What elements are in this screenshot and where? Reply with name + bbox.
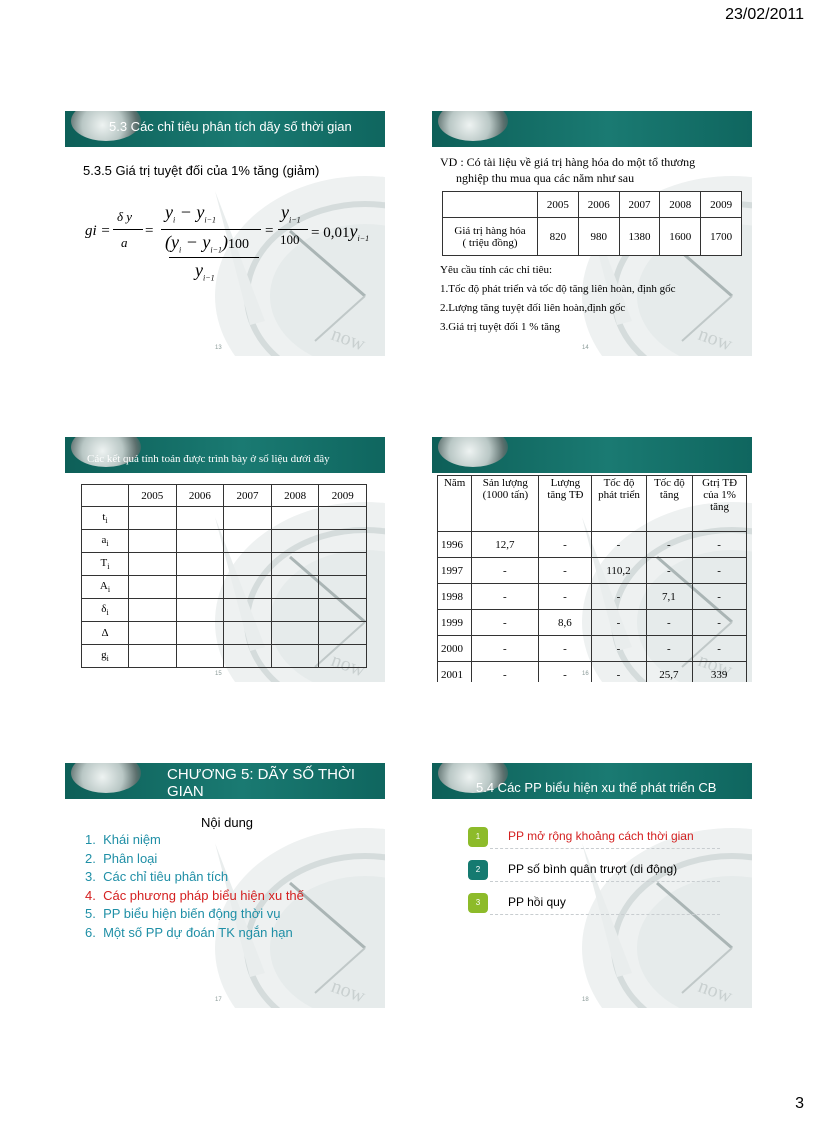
table-row <box>438 610 747 636</box>
formula: gi = δ y a = $y_i - y_{i-1}$ $(y_i - y_{i-1})100$ $y_{i-1}$ = $y_{i-1}$ 100 = $0,01y_{i-1}$ <box>85 202 370 283</box>
slide-subtitle: 5.3.5 Giá trị tuyệt đối của 1% tăng (giảm) <box>83 163 320 178</box>
value-cell: - <box>472 584 539 610</box>
formula-frac1-den: a <box>121 235 128 250</box>
list-item[interactable]: 1. Khái niệm <box>85 832 161 847</box>
value-cell: - <box>472 558 539 584</box>
value-cell: - <box>592 662 646 683</box>
intro-line-2: nghiệp thu mua qua các năm như sau <box>456 171 635 185</box>
chapter-contents-list <box>85 831 304 942</box>
year-header: 2006 <box>176 485 224 507</box>
empty-cell <box>271 553 319 576</box>
table-row <box>82 507 367 530</box>
empty-cell <box>176 553 224 576</box>
document-date: 23/02/2011 <box>725 6 804 23</box>
year-cell: 1997 <box>438 558 472 584</box>
empty-cell <box>176 507 224 530</box>
slide-18 <box>432 763 752 1008</box>
dashed-divider <box>490 914 720 915</box>
list-item-label: Khái niệm <box>103 832 161 847</box>
method-label: PP hồi quy <box>508 895 566 909</box>
slide-header <box>65 437 385 473</box>
value-cell: 12,7 <box>472 532 539 558</box>
empty-cell <box>271 622 319 645</box>
year-header: 2009 <box>319 485 367 507</box>
value-cell: 339 <box>693 662 747 683</box>
results-table <box>81 484 367 668</box>
year-cell: 2000 <box>438 636 472 662</box>
year-header: 2007 <box>224 485 272 507</box>
results-table-body <box>82 507 367 668</box>
empty-cell <box>271 599 319 622</box>
intro-line-1: VD : Có tài liệu về giá trị hàng hóa do một tổ thương <box>440 155 696 169</box>
slide-15 <box>65 437 385 682</box>
list-item[interactable]: 3. Các chỉ tiêu phân tích <box>85 869 229 884</box>
value-cell: - <box>693 584 747 610</box>
requirement-item: 1.Tốc độ phát triển và tốc độ tăng liên hoàn, định gốc <box>440 283 676 295</box>
value-cell: - <box>472 662 539 683</box>
empty-cell <box>271 576 319 599</box>
value-cell: - <box>693 610 747 636</box>
table-row <box>438 584 747 610</box>
formula-bar <box>113 229 143 230</box>
slide-number: 13 <box>215 345 222 351</box>
formula-frac3-num: $y_{i-1}$ <box>281 202 301 225</box>
pocket-watch-icon <box>438 111 508 141</box>
production-table-header <box>438 476 747 532</box>
value-cell: - <box>472 636 539 662</box>
value-cell: - <box>539 558 592 584</box>
production-table <box>437 475 747 682</box>
year-cell: 1998 <box>438 584 472 610</box>
empty-cell <box>176 599 224 622</box>
year-cell: 2007 <box>619 192 660 218</box>
list-item[interactable]: 2. Phân loại <box>85 850 158 866</box>
requirement-item: 3.Giá trị tuyệt đối 1 % tăng <box>440 321 561 333</box>
table-row <box>438 532 747 558</box>
empty-cell <box>271 530 319 553</box>
value-cell: - <box>646 636 693 662</box>
value-cell: - <box>646 532 693 558</box>
empty-cell <box>224 645 272 668</box>
empty-cell <box>319 576 367 599</box>
column-header: Gtrị TĐ của 1% tăng <box>693 476 747 532</box>
method-item[interactable] <box>468 827 718 851</box>
list-item[interactable]: 4. Các phương pháp biểu hiện xu thế <box>85 887 304 903</box>
table-row <box>438 636 747 662</box>
row-symbol: $a_i$ <box>82 530 129 553</box>
empty-cell <box>224 576 272 599</box>
empty-cell <box>129 622 177 645</box>
method-item[interactable] <box>468 860 718 884</box>
table-row <box>82 576 367 599</box>
year-cell: 2009 <box>701 192 742 218</box>
method-item[interactable] <box>468 893 718 917</box>
slide-title: 5.3 Các chỉ tiêu phân tích dãy số thời gian <box>109 119 352 134</box>
value-cell: 1380 <box>619 218 660 256</box>
year-header: 2005 <box>129 485 177 507</box>
value-cell: - <box>539 532 592 558</box>
hexagon-number-icon: 2 <box>468 860 488 880</box>
production-table-body <box>438 532 747 683</box>
list-item-label: Các chỉ tiêu phân tích <box>103 869 229 884</box>
row-label <box>443 218 538 256</box>
formula-lhs: gi = <box>85 223 111 239</box>
value-cell: - <box>592 532 646 558</box>
list-item[interactable]: 5. PP biểu hiện biến động thời vụ <box>85 906 281 921</box>
empty-cell <box>319 599 367 622</box>
value-cell: 25,7 <box>646 662 693 683</box>
year-cell: 2006 <box>578 192 619 218</box>
empty-cell <box>176 622 224 645</box>
clock-background <box>432 763 752 1008</box>
year-header: 2008 <box>271 485 319 507</box>
value-cell: - <box>472 610 539 636</box>
slide-title: CHƯƠNG 5: DÃY SỐ THỜI GIAN <box>167 766 356 800</box>
row-symbol: $T_i$ <box>82 553 129 576</box>
empty-cell <box>224 599 272 622</box>
table-row <box>438 558 747 584</box>
value-cell: - <box>592 610 646 636</box>
column-header: Sản lượng (1000 tấn) <box>472 476 539 532</box>
slide-title: 5.4 Các PP biểu hiện xu thế phát triển CB <box>476 780 717 795</box>
slide-number: 16 <box>582 671 589 677</box>
value-cell: - <box>646 610 693 636</box>
empty-cell <box>129 599 177 622</box>
formula-frac1-num: δ y <box>117 209 133 224</box>
formula-frac2-num: $y_i - y_{i-1}$ <box>165 202 216 225</box>
table-row <box>438 662 747 683</box>
empty-cell <box>176 576 224 599</box>
slide-number: 15 <box>215 671 222 677</box>
value-cell: - <box>693 532 747 558</box>
year-cell: 2008 <box>660 192 701 218</box>
list-item[interactable]: 6. Một số PP dự đoán TK ngắn hạn <box>85 924 293 940</box>
table-row <box>82 553 367 576</box>
empty-cell <box>176 645 224 668</box>
value-cell: - <box>646 558 693 584</box>
empty-cell <box>224 553 272 576</box>
empty-cell <box>319 530 367 553</box>
dashed-divider <box>490 848 720 849</box>
column-header: Tốc độ phát triển <box>592 476 646 532</box>
row-symbol: $A_i$ <box>82 576 129 599</box>
slide-13 <box>65 111 385 356</box>
formula-frac2-den-bot: $y_{i-1}$ <box>195 260 215 283</box>
hexagon-number-icon: 3 <box>468 893 488 913</box>
table-row <box>82 530 367 553</box>
row-symbol: $t_i$ <box>82 507 129 530</box>
table-row <box>82 645 367 668</box>
slide-16 <box>432 437 752 682</box>
empty-cell <box>129 553 177 576</box>
empty-cell <box>319 645 367 668</box>
price-table <box>442 191 742 256</box>
year-cell: 2001 <box>438 662 472 683</box>
empty-cell <box>176 530 224 553</box>
formula-frac2-den-top: $(y_i - y_{i-1})100$ <box>165 232 249 255</box>
value-cell: 7,1 <box>646 584 693 610</box>
slide-header <box>65 111 385 147</box>
method-label: PP số bình quân trượt (di động) <box>508 862 678 876</box>
value-cell: 1600 <box>660 218 701 256</box>
value-cell: 1700 <box>701 218 742 256</box>
value-cell: - <box>693 636 747 662</box>
row-symbol: $\delta_i$ <box>82 599 129 622</box>
empty-cell <box>319 507 367 530</box>
slide-header <box>65 763 385 799</box>
list-item-label: Các phương pháp biểu hiện xu thế <box>103 887 304 903</box>
value-cell: - <box>592 584 646 610</box>
slide-number: 14 <box>582 345 589 351</box>
empty-cell <box>271 645 319 668</box>
value-cell: - <box>693 558 747 584</box>
row-symbol: Δ <box>82 622 129 645</box>
content-heading: Nội dung <box>201 815 254 830</box>
empty-cell <box>224 530 272 553</box>
value-cell: 820 <box>538 218 579 256</box>
formula-rhs: = $0,01y_{i-1}$ <box>311 221 370 243</box>
slide-header <box>432 111 752 147</box>
value-cell: 110,2 <box>592 558 646 584</box>
empty-cell <box>224 507 272 530</box>
table-row <box>82 599 367 622</box>
empty-cell <box>129 576 177 599</box>
hexagon-number-icon: 1 <box>468 827 488 847</box>
empty-cell <box>129 645 177 668</box>
empty-cell <box>271 507 319 530</box>
empty-cell <box>129 507 177 530</box>
pocket-watch-icon <box>71 763 141 793</box>
requirements-heading: Yêu cầu tính các chỉ tiêu: <box>440 264 553 276</box>
empty-cell <box>224 622 272 645</box>
value-cell: 980 <box>578 218 619 256</box>
value-cell: - <box>539 636 592 662</box>
value-cell: - <box>539 584 592 610</box>
year-cell: 1999 <box>438 610 472 636</box>
slide-14 <box>432 111 752 356</box>
slide-number: 17 <box>215 997 222 1003</box>
slide-title: Các kết quả tính toán được trình bày ở số liệu dưới đây <box>87 453 330 465</box>
column-header: Tốc độ tăng <box>646 476 693 532</box>
pocket-watch-icon <box>438 437 508 467</box>
slide-header <box>432 763 752 799</box>
year-cell: 1996 <box>438 532 472 558</box>
slide-header <box>432 437 752 473</box>
requirement-item: 2.Lượng tăng tuyệt đối liên hoàn,định gốc <box>440 302 626 314</box>
page-number: 3 <box>795 1095 804 1112</box>
value-cell: - <box>592 636 646 662</box>
value-cell: - <box>539 662 592 683</box>
row-symbol: $g_i$ <box>82 645 129 668</box>
list-item-label: PP biểu hiện biến động thời vụ <box>103 906 281 921</box>
slide-number: 18 <box>582 997 589 1003</box>
row-label-line: ( triệu đồng) <box>462 236 518 249</box>
formula-frac3-den: 100 <box>280 232 300 247</box>
dashed-divider <box>490 881 720 882</box>
table-row <box>82 622 367 645</box>
slide-17 <box>65 763 385 1008</box>
row-label-line: Giá trị hàng hóa <box>454 224 526 237</box>
column-header: Năm <box>438 476 472 532</box>
year-cell: 2005 <box>538 192 579 218</box>
empty-cell <box>129 530 177 553</box>
list-item-label: Phân loại <box>103 850 158 866</box>
list-item-label: Một số PP dự đoán TK ngắn hạn <box>103 924 293 940</box>
empty-cell <box>319 553 367 576</box>
empty-cell <box>319 622 367 645</box>
column-header: Lượng tăng TĐ <box>539 476 592 532</box>
value-cell: 8,6 <box>539 610 592 636</box>
method-label: PP mở rộng khoảng cách thời gian <box>508 829 694 843</box>
